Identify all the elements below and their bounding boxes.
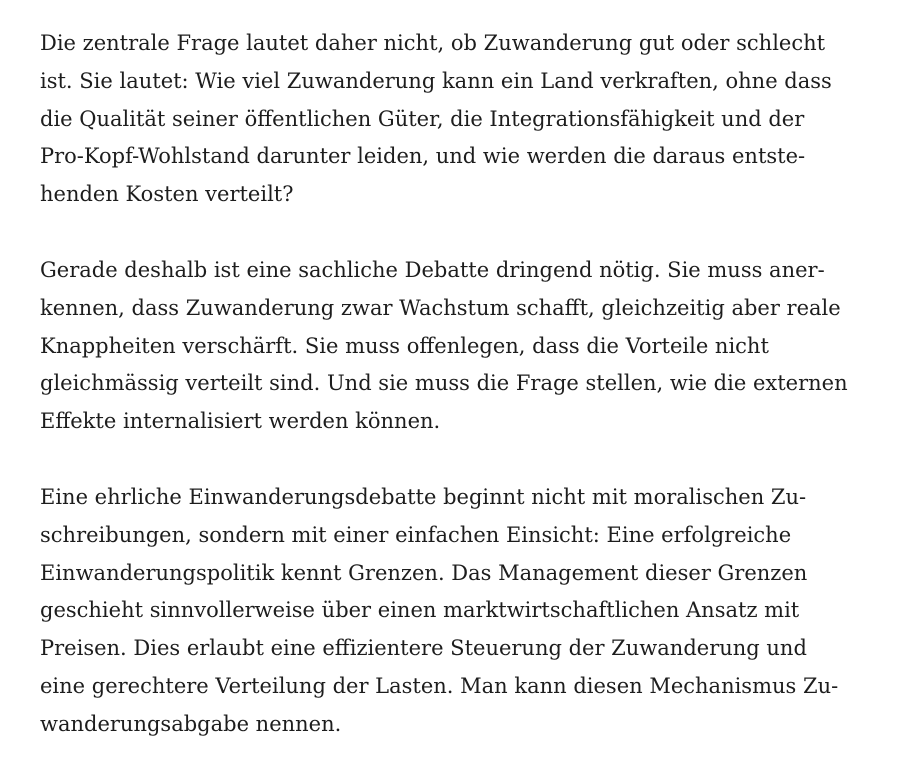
paragraph-3 bbox=[40, 479, 900, 744]
text-line: die Qualität seiner öffentlichen Güter, die Integrationsfähigkeit und der bbox=[40, 106, 805, 131]
text-line: ist. Sie lautet: Wie viel Zuwanderung kann ein Land verkraften, ohne dass bbox=[40, 68, 832, 93]
text-line: Einwanderungspolitik kennt Grenzen. Das Management dieser Grenzen bbox=[40, 560, 808, 585]
article-body bbox=[40, 25, 900, 782]
paragraph-2 bbox=[40, 252, 900, 441]
text-line: Eine ehrliche Einwanderungsdebatte beginnt nicht mit moralischen Zu- bbox=[40, 484, 807, 509]
text-line: gleichmässig verteilt sind. Und sie muss die Frage stellen, wie die externen bbox=[40, 371, 848, 396]
text-line: henden Kosten verteilt? bbox=[40, 182, 294, 207]
text-line: Gerade deshalb ist eine sachliche Debatte dringend nötig. Sie muss aner- bbox=[40, 257, 825, 282]
text-line: wanderungsabgabe nennen. bbox=[40, 711, 342, 736]
text-line: Knappheiten verschärft. Sie muss offenlegen, dass die Vorteile nicht bbox=[40, 333, 769, 358]
text-line: Pro-Kopf-Wohlstand darunter leiden, und wie werden die daraus entste- bbox=[40, 144, 806, 169]
text-line: schreibungen, sondern mit einer einfachen Einsicht: Eine erfolgreiche bbox=[40, 522, 792, 547]
text-line: Effekte internalisiert werden können. bbox=[40, 409, 441, 434]
text-line: Die zentrale Frage lautet daher nicht, ob Zuwanderung gut oder schlecht bbox=[40, 31, 826, 55]
text-line: eine gerechtere Verteilung der Lasten. Man kann diesen Mechanismus Zu- bbox=[40, 673, 839, 698]
text-line: geschieht sinnvollerweise über einen marktwirtschaftlichen Ansatz mit bbox=[40, 598, 800, 623]
text-line: Preisen. Dies erlaubt eine effizientere Steuerung der Zuwanderung und bbox=[40, 636, 807, 661]
text-line: kennen, dass Zuwanderung zwar Wachstum schafft, gleichzeitig aber reale bbox=[40, 295, 841, 320]
paragraph-1 bbox=[40, 25, 900, 214]
